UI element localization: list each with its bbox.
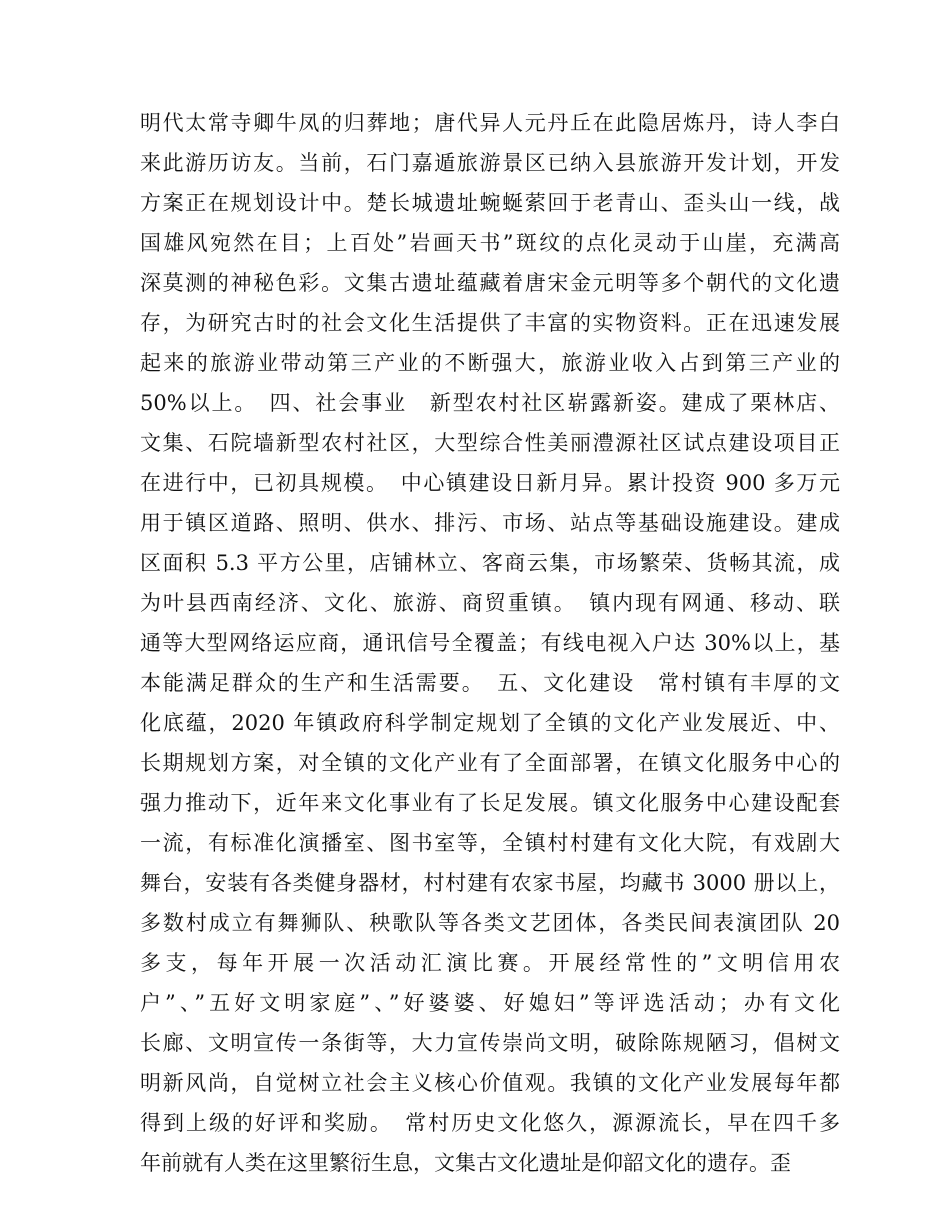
text-line: 多支，每年开展一次活动汇演比赛。开展经常性的”文明信用农 bbox=[140, 951, 840, 975]
text-line: 来此游历访友。当前，石门嘉遁旅游景区已纳入县旅游开发计划，开发 bbox=[140, 151, 840, 175]
text-line: 一流，有标准化演播室、图书室等，全镇村村建有文化大院，有戏剧大 bbox=[140, 831, 840, 855]
text-line: 舞台，安装有各类健身器材，村村建有农家书屋，均藏书 3000 册以上， bbox=[140, 871, 840, 895]
text-line: 起来的旅游业带动第三产业的不断强大，旅游业收入占到第三产业的 bbox=[140, 351, 840, 375]
text-line: 户”、”五好文明家庭”、”好婆婆、好媳妇”等评选活动；办有文化 bbox=[140, 991, 840, 1015]
text-line: 化底蕴，2020 年镇政府科学制定规划了全镇的文化产业发展近、中、 bbox=[140, 711, 840, 735]
text-line: 存，为研究古时的社会文化生活提供了丰富的实物资料。正在迅速发展 bbox=[140, 311, 840, 335]
text-line: 年前就有人类在这里繁衍生息，文集古文化遗址是仰韶文化的遗存。歪 bbox=[140, 1151, 791, 1175]
text-line: 50%以上。 四、社会事业 新型农村社区崭露新姿。建成了栗林店、 bbox=[140, 391, 840, 415]
text-line: 长廊、文明宣传一条街等，大力宣传崇尚文明，破除陈规陋习，倡树文 bbox=[140, 1031, 840, 1055]
text-line: 通等大型网络运应商，通讯信号全覆盖；有线电视入户达 30%以上，基 bbox=[140, 631, 840, 655]
text-line: 深莫测的神秘色彩。文集古遗址蕴藏着唐宋金元明等多个朝代的文化遗 bbox=[140, 271, 840, 295]
text-line: 本能满足群众的生产和生活需要。 五、文化建设 常村镇有丰厚的文 bbox=[140, 671, 840, 695]
text-line: 文集、石院墙新型农村社区，大型综合性美丽澧源社区试点建设项目正 bbox=[140, 431, 840, 455]
text-line: 用于镇区道路、照明、供水、排污、市场、站点等基础设施建设。建成 bbox=[140, 511, 840, 535]
body-text bbox=[140, 103, 840, 1183]
text-line: 方案正在规划设计中。楚长城遗址蜿蜒萦回于老青山、歪头山一线，战 bbox=[140, 191, 840, 215]
text-line: 明新风尚，自觉树立社会主义核心价值观。我镇的文化产业发展每年都 bbox=[140, 1071, 840, 1095]
text-line: 强力推动下，近年来文化事业有了长足发展。镇文化服务中心建设配套 bbox=[140, 791, 840, 815]
text-line: 在进行中，已初具规模。 中心镇建设日新月异。累计投资 900 多万元 bbox=[140, 471, 840, 495]
text-line: 多数村成立有舞狮队、秧歌队等各类文艺团体，各类民间表演团队 20 bbox=[140, 911, 840, 935]
text-line: 为叶县西南经济、文化、旅游、商贸重镇。 镇内现有网通、移动、联 bbox=[140, 591, 840, 615]
text-line: 区面积 5.3 平方公里，店铺林立、客商云集，市场繁荣、货畅其流，成 bbox=[140, 551, 840, 575]
text-line: 得到上级的好评和奖励。 常村历史文化悠久，源源流长，早在四千多 bbox=[140, 1111, 840, 1135]
text-line: 明代太常寺卿牛凤的归葬地；唐代异人元丹丘在此隐居炼丹，诗人李白 bbox=[140, 111, 840, 135]
text-line: 国雄风宛然在目；上百处”岩画天书”斑纹的点化灵动于山崖，充满高 bbox=[140, 231, 840, 255]
text-line: 长期规划方案，对全镇的文化产业有了全面部署，在镇文化服务中心的 bbox=[140, 751, 840, 775]
